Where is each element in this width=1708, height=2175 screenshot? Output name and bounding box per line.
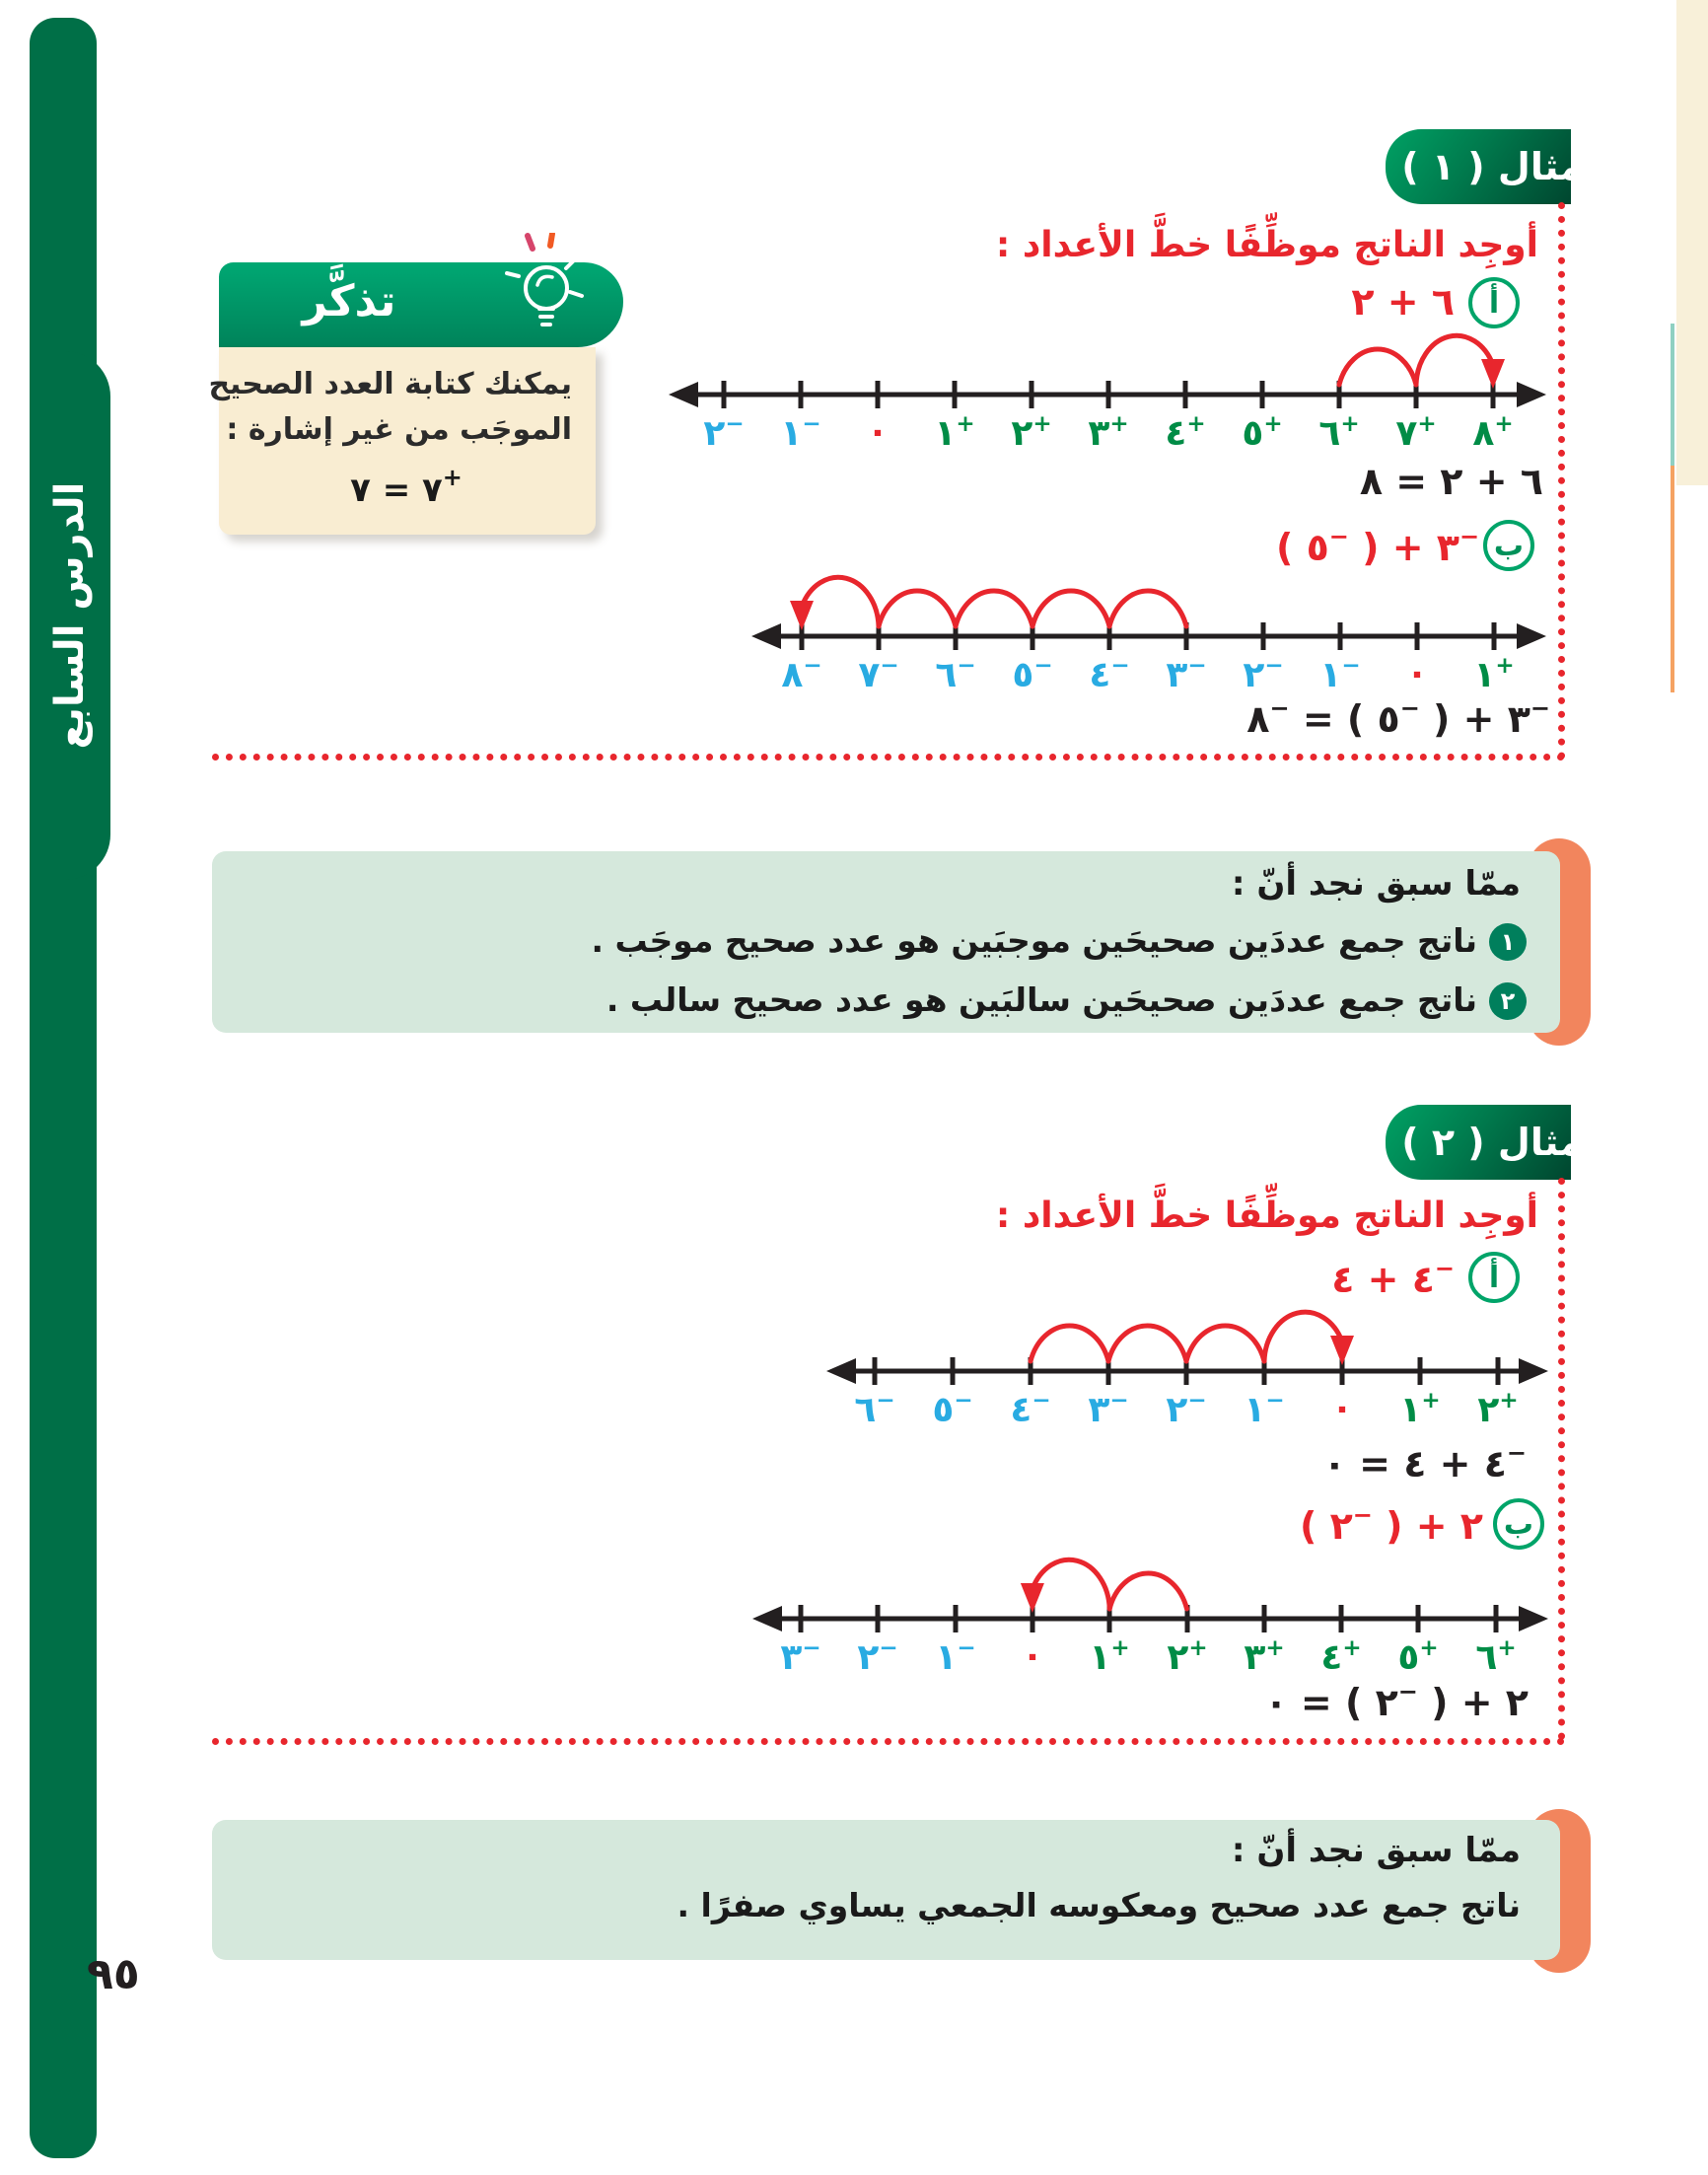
tick-label: ٠ — [1331, 1388, 1353, 1428]
tick-label: ٥− — [932, 1388, 973, 1430]
superscript-sign: − — [1506, 1439, 1527, 1467]
example1-title: مثال ( ١ ) : — [1373, 145, 1584, 188]
jump-arc — [1339, 349, 1416, 385]
superscript-sign: − — [1434, 1255, 1455, 1282]
expression-text: ٠ = ٤ + ٤ — [1322, 1442, 1507, 1486]
jump-arc — [1032, 591, 1109, 626]
expression-text: ) + ٢ — [1372, 1504, 1483, 1548]
tick-label: ٥+ — [1397, 1635, 1439, 1678]
reminder-title: تذكَّر — [302, 276, 396, 326]
axis-arrow-left — [752, 1606, 782, 1631]
item-number: ٢ — [1500, 987, 1516, 1015]
axis-arrow-left — [826, 1358, 856, 1384]
expression-text: ٨ = ٢ + ٦ — [1359, 460, 1543, 503]
part-letter: ب — [1503, 1506, 1534, 1542]
jump-arc — [956, 591, 1032, 626]
tick-label: ١+ — [1089, 1635, 1130, 1678]
superscript-sign: − — [1397, 1678, 1418, 1705]
tick-label: ٢+ — [1477, 1388, 1519, 1430]
expression-text: ) + ٣ — [1348, 526, 1459, 569]
tick-label: ٤+ — [1165, 411, 1206, 454]
axis-arrow-right — [1519, 1606, 1548, 1631]
example2-part-b-problem — [1286, 1501, 1483, 1548]
expression-text: ( ٢ — [1300, 1504, 1353, 1548]
summary1-item1-number — [1489, 923, 1527, 961]
summary2-item1-text: ناتج جمع عدد صحيح ومعكوسه الجمعي يساوي صفرًا . — [676, 1886, 1521, 1924]
axis-arrow-right — [1517, 623, 1546, 649]
jump-arrowhead — [1481, 359, 1505, 389]
page-edge-strip — [1676, 0, 1708, 485]
tick-label: ٢− — [703, 411, 745, 454]
tick-label: ٠ — [867, 411, 889, 452]
tick-label: ٤− — [1089, 653, 1130, 695]
example1-part-b-badge — [1483, 520, 1534, 571]
jump-arc — [802, 577, 879, 626]
tick-label: ٠ — [1406, 653, 1428, 693]
axis-arrow-left — [751, 623, 781, 649]
page-number: ٩٥ — [87, 1949, 140, 1999]
jump-arrowhead — [1021, 1583, 1044, 1613]
page-edge-orange-line — [1671, 466, 1674, 692]
jump-arc — [1032, 1559, 1109, 1609]
superscript-sign: − — [1328, 523, 1349, 550]
example1-part-a-badge — [1468, 277, 1520, 328]
lesson-title: الدرس السابع — [47, 481, 93, 750]
reminder-line-1: يمكنك كتابة العدد الصحيح — [208, 367, 572, 401]
jump-arrowhead — [790, 601, 814, 630]
summary2-header: ممّا سبق نجد أنّ : — [1231, 1831, 1521, 1870]
axis-arrow-right — [1519, 1358, 1548, 1384]
expression-text: ٠ = ( ٢ — [1264, 1681, 1398, 1724]
jump-arc — [1108, 1326, 1186, 1361]
tick-label: ٢− — [857, 1635, 898, 1678]
example2-part-a-badge — [1468, 1252, 1520, 1303]
superscript-sign: − — [1352, 1501, 1373, 1529]
axis-arrow-left — [669, 382, 698, 407]
part-letter: أ — [1488, 1260, 1500, 1295]
expression-text: ( ٥ — [1276, 526, 1329, 569]
expression-text: = ( ٥ — [1289, 697, 1400, 741]
summary1-header: ممّا سبق نجد أنّ : — [1231, 864, 1521, 904]
example2-instruction: أوجِد الناتج موظِّفًا خطَّ الأعداد : — [995, 1196, 1538, 1236]
superscript-sign: − — [1459, 523, 1480, 550]
summary1-item2-text: ناتج جمع عددَين صحيحَين سالبَين هو عدد صحيح سالب . — [605, 980, 1477, 1019]
tick-label: ٣+ — [1244, 1635, 1285, 1678]
example1-part-b-answer — [1156, 694, 1550, 741]
summary1-item2-number — [1489, 982, 1527, 1020]
tick-label: ٦+ — [1318, 411, 1360, 454]
item-number: ١ — [1500, 928, 1516, 956]
example1-part-b-problem — [1276, 523, 1480, 569]
example1-dotted-border-horizontal — [212, 754, 1565, 761]
tick-label: ٣− — [1166, 653, 1207, 695]
tick-label: ١+ — [1473, 653, 1515, 695]
example2-part-b-badge — [1493, 1498, 1544, 1550]
expression-text: ٢ + ٦ — [1351, 280, 1455, 324]
example2-part-b-answer — [1134, 1678, 1529, 1724]
tick-label: ٦− — [854, 1388, 895, 1430]
jump-arc — [1109, 591, 1186, 626]
superscript-sign: − — [1399, 694, 1420, 722]
example2-dotted-border-vertical — [1558, 1178, 1565, 1740]
tick-label: ١+ — [1399, 1388, 1441, 1430]
example2-part-a-answer — [1132, 1439, 1527, 1486]
expression-text: ٧ = ٧ — [350, 471, 443, 510]
tick-label: ٤+ — [1320, 1635, 1362, 1678]
tick-label: ٦+ — [1475, 1635, 1517, 1678]
tick-label: ٢− — [1166, 1388, 1207, 1430]
tick-label: ٦− — [935, 653, 976, 695]
tick-label: ٨− — [781, 653, 822, 695]
tick-label: ٧− — [858, 653, 899, 695]
tick-label: ٧+ — [1395, 411, 1437, 454]
jump-arc — [1186, 1326, 1264, 1361]
tick-label: ١− — [1319, 653, 1361, 695]
jump-arc — [1109, 1573, 1186, 1609]
jump-arc — [1264, 1312, 1342, 1361]
example2-header-box — [1373, 1105, 1584, 1180]
tick-label: ٢− — [1243, 653, 1284, 695]
example1-instruction: أوجِد الناتج موظِّفًا خطَّ الأعداد : — [995, 225, 1538, 265]
tick-label: ٢+ — [1011, 411, 1052, 454]
jump-arc — [1416, 335, 1493, 385]
light-bulb-icon — [499, 233, 598, 353]
example1-dotted-border-vertical — [1558, 202, 1565, 760]
tick-label: ١− — [935, 1635, 976, 1678]
summary1-item1-text: ناتج جمع عددَين صحيحَين موجبَين هو عدد صحيح موجَب . — [591, 921, 1477, 960]
tick-label: ٨+ — [1472, 411, 1514, 454]
example1-header-box — [1373, 129, 1584, 204]
tick-label: ٣+ — [1088, 411, 1129, 454]
page-edge-teal-line — [1671, 324, 1674, 466]
tick-label: ٣− — [780, 1635, 821, 1678]
axis-arrow-right — [1517, 382, 1546, 407]
expression-text: ) + ٢ — [1417, 1681, 1529, 1724]
tick-label: ٢+ — [1167, 1635, 1208, 1678]
superscript-sign: + — [442, 464, 463, 491]
part-letter: ب — [1493, 528, 1525, 563]
tick-label: ١− — [780, 411, 821, 454]
tick-label: ١− — [1244, 1388, 1285, 1430]
expression-text: ) + ٣ — [1419, 697, 1530, 741]
jump-arrowhead — [1330, 1336, 1354, 1365]
tick-label: ٠ — [1022, 1635, 1043, 1676]
tick-label: ٥+ — [1242, 411, 1283, 454]
reminder-equation — [258, 464, 554, 510]
jump-arc — [879, 591, 956, 626]
superscript-sign: − — [1530, 694, 1550, 722]
sidebar-bar — [30, 18, 97, 2158]
tick-label: ١+ — [934, 411, 975, 454]
tick-label: ٤− — [1010, 1388, 1051, 1430]
superscript-sign: − — [1269, 694, 1290, 722]
example2-dotted-border-horizontal — [212, 1738, 1565, 1745]
tick-label: ٥− — [1012, 653, 1053, 695]
example1-part-a-problem — [1257, 280, 1455, 324]
expression-text: ٤ + ٤ — [1331, 1258, 1435, 1301]
example2-part-a-problem — [1257, 1255, 1455, 1301]
part-letter: أ — [1488, 285, 1500, 321]
example1-part-a-answer — [1149, 460, 1543, 503]
jump-arc — [1031, 1326, 1108, 1361]
tick-label: ٣− — [1088, 1388, 1129, 1430]
reminder-line-2: الموجَب من غير إشارة : — [226, 412, 572, 447]
sidebar-lesson-tab — [30, 351, 110, 880]
expression-text: ٨ — [1246, 697, 1270, 741]
example2-title: مثال ( ٢ ) : — [1373, 1121, 1584, 1164]
